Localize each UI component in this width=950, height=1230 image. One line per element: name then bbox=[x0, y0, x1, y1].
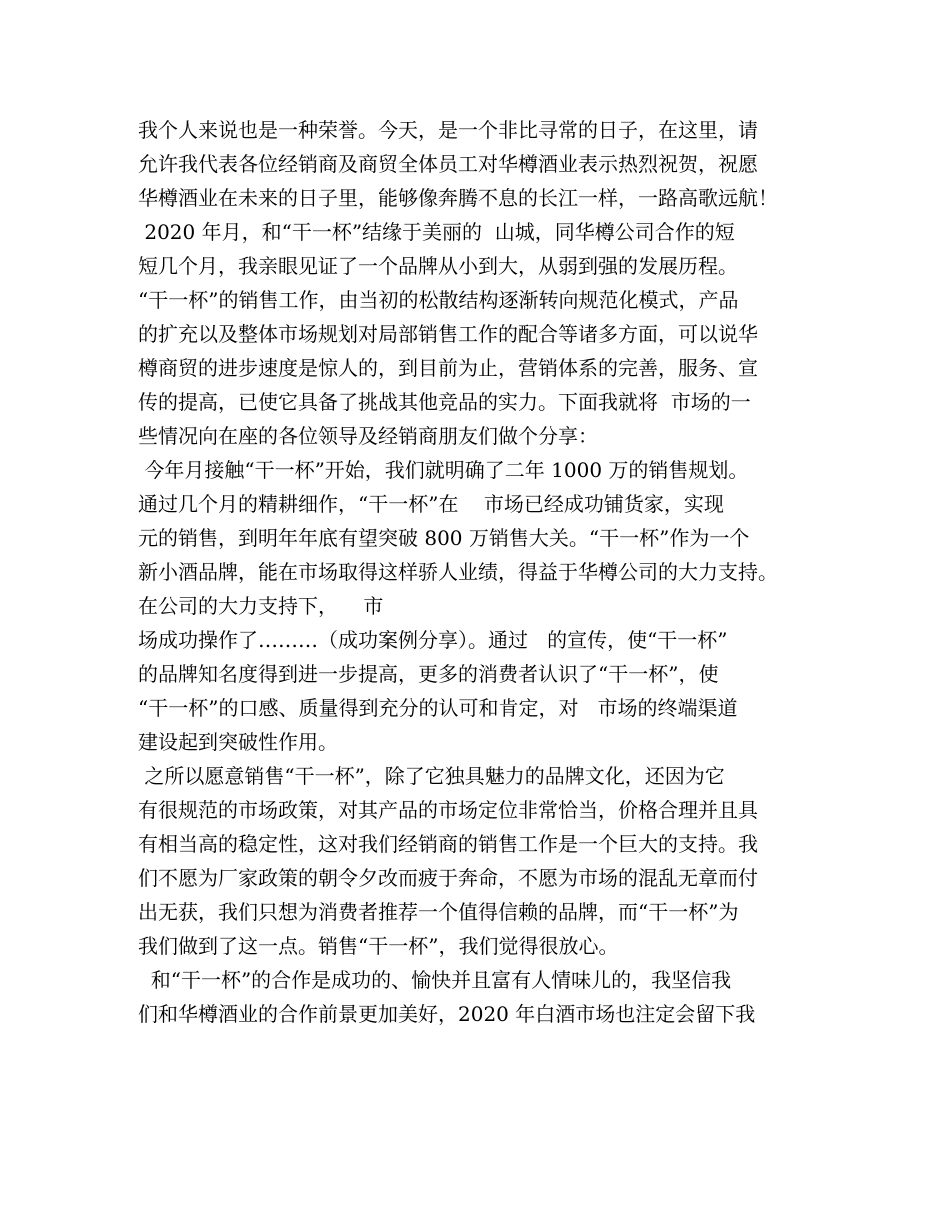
text-line: 们和华樽酒业的合作前景更加美好，2020 年白酒市场也注定会留下我 bbox=[138, 1002, 756, 1026]
text-line: 我们做到了这一点。销售“干一杯”，我们觉得很放心。 bbox=[138, 934, 619, 958]
text-line: 今年月接触“干一杯”开始，我们就明确了二年 1000 万的销售规划。 bbox=[138, 458, 749, 482]
text-line: 场成功操作了………（成功案例分享）。通过 的宣传，使“干一杯” bbox=[138, 628, 728, 652]
text-line: 出无获，我们只想为消费者推荐一个值得信赖的品牌，而“干一杯”为 bbox=[138, 900, 739, 924]
text-line: 之所以愿意销售“干一杯”，除了它独具魅力的品牌文化，还因为它 bbox=[138, 764, 725, 788]
text-line: 2020 年月，和“干一杯”结缘于美丽的 山城，同华樽公司合作的短 bbox=[138, 220, 735, 244]
text-line: 元的销售，到明年年底有望突破 800 万销售大关。“干一杯”作为一个 bbox=[138, 526, 750, 550]
document-body bbox=[138, 113, 838, 1031]
text-line: 短几个月，我亲眼见证了一个品牌从小到大，从弱到强的发展历程。 bbox=[138, 254, 738, 278]
text-line: 和“干一杯”的合作是成功的、愉快并且富有人情味儿的，我坚信我 bbox=[138, 968, 732, 992]
text-line: 华樽酒业在未来的日子里，能够像奔腾不息的长江一样，一路高歌远航！ bbox=[138, 186, 778, 210]
text-line: 樽商贸的进步速度是惊人的，到目前为止，营销体系的完善，服务、宣 bbox=[138, 356, 758, 380]
text-line: 的扩充以及整体市场规划对局部销售工作的配合等诸多方面，可以说华 bbox=[138, 322, 758, 346]
text-line: 传的提高，已使它具备了挑战其他竞品的实力。下面我就将 市场的一 bbox=[138, 390, 751, 414]
text-line: 在公司的大力支持下， 市 bbox=[138, 594, 384, 618]
text-line: 的品牌知名度得到进一步提高，更多的消费者认识了“干一杯”，使 bbox=[138, 662, 719, 686]
text-line: 有很规范的市场政策，对其产品的市场定位非常恰当，价格合理并且具 bbox=[138, 798, 758, 822]
text-line: 有相当高的稳定性，这对我们经销商的销售工作是一个巨大的支持。我 bbox=[138, 832, 758, 856]
text-line: 建设起到突破性作用。 bbox=[138, 730, 338, 754]
text-line: 些情况向在座的各位领导及经销商朋友们做个分享： bbox=[138, 424, 598, 448]
text-line: 允许我代表各位经销商及商贸全体员工对华樽酒业表示热烈祝贺，祝愿 bbox=[138, 152, 758, 176]
text-line: 们不愿为厂家政策的朝令夕改而疲于奔命，不愿为市场的混乱无章而付 bbox=[138, 866, 758, 890]
text-line: 我个人来说也是一种荣誉。今天，是一个非比寻常的日子，在这里，请 bbox=[138, 118, 758, 142]
text-line: 新小酒品牌，能在市场取得这样骄人业绩，得益于华樽公司的大力支持。 bbox=[138, 560, 778, 584]
text-line: 通过几个月的精耕细作，“干一杯”在 市场已经成功铺货家，实现 bbox=[138, 492, 724, 516]
text-line: “干一杯”的口感、质量得到充分的认可和肯定，对 市场的终端渠道 bbox=[138, 696, 738, 720]
text-line: “干一杯”的销售工作，由当初的松散结构逐渐转向规范化模式，产品 bbox=[138, 288, 739, 312]
